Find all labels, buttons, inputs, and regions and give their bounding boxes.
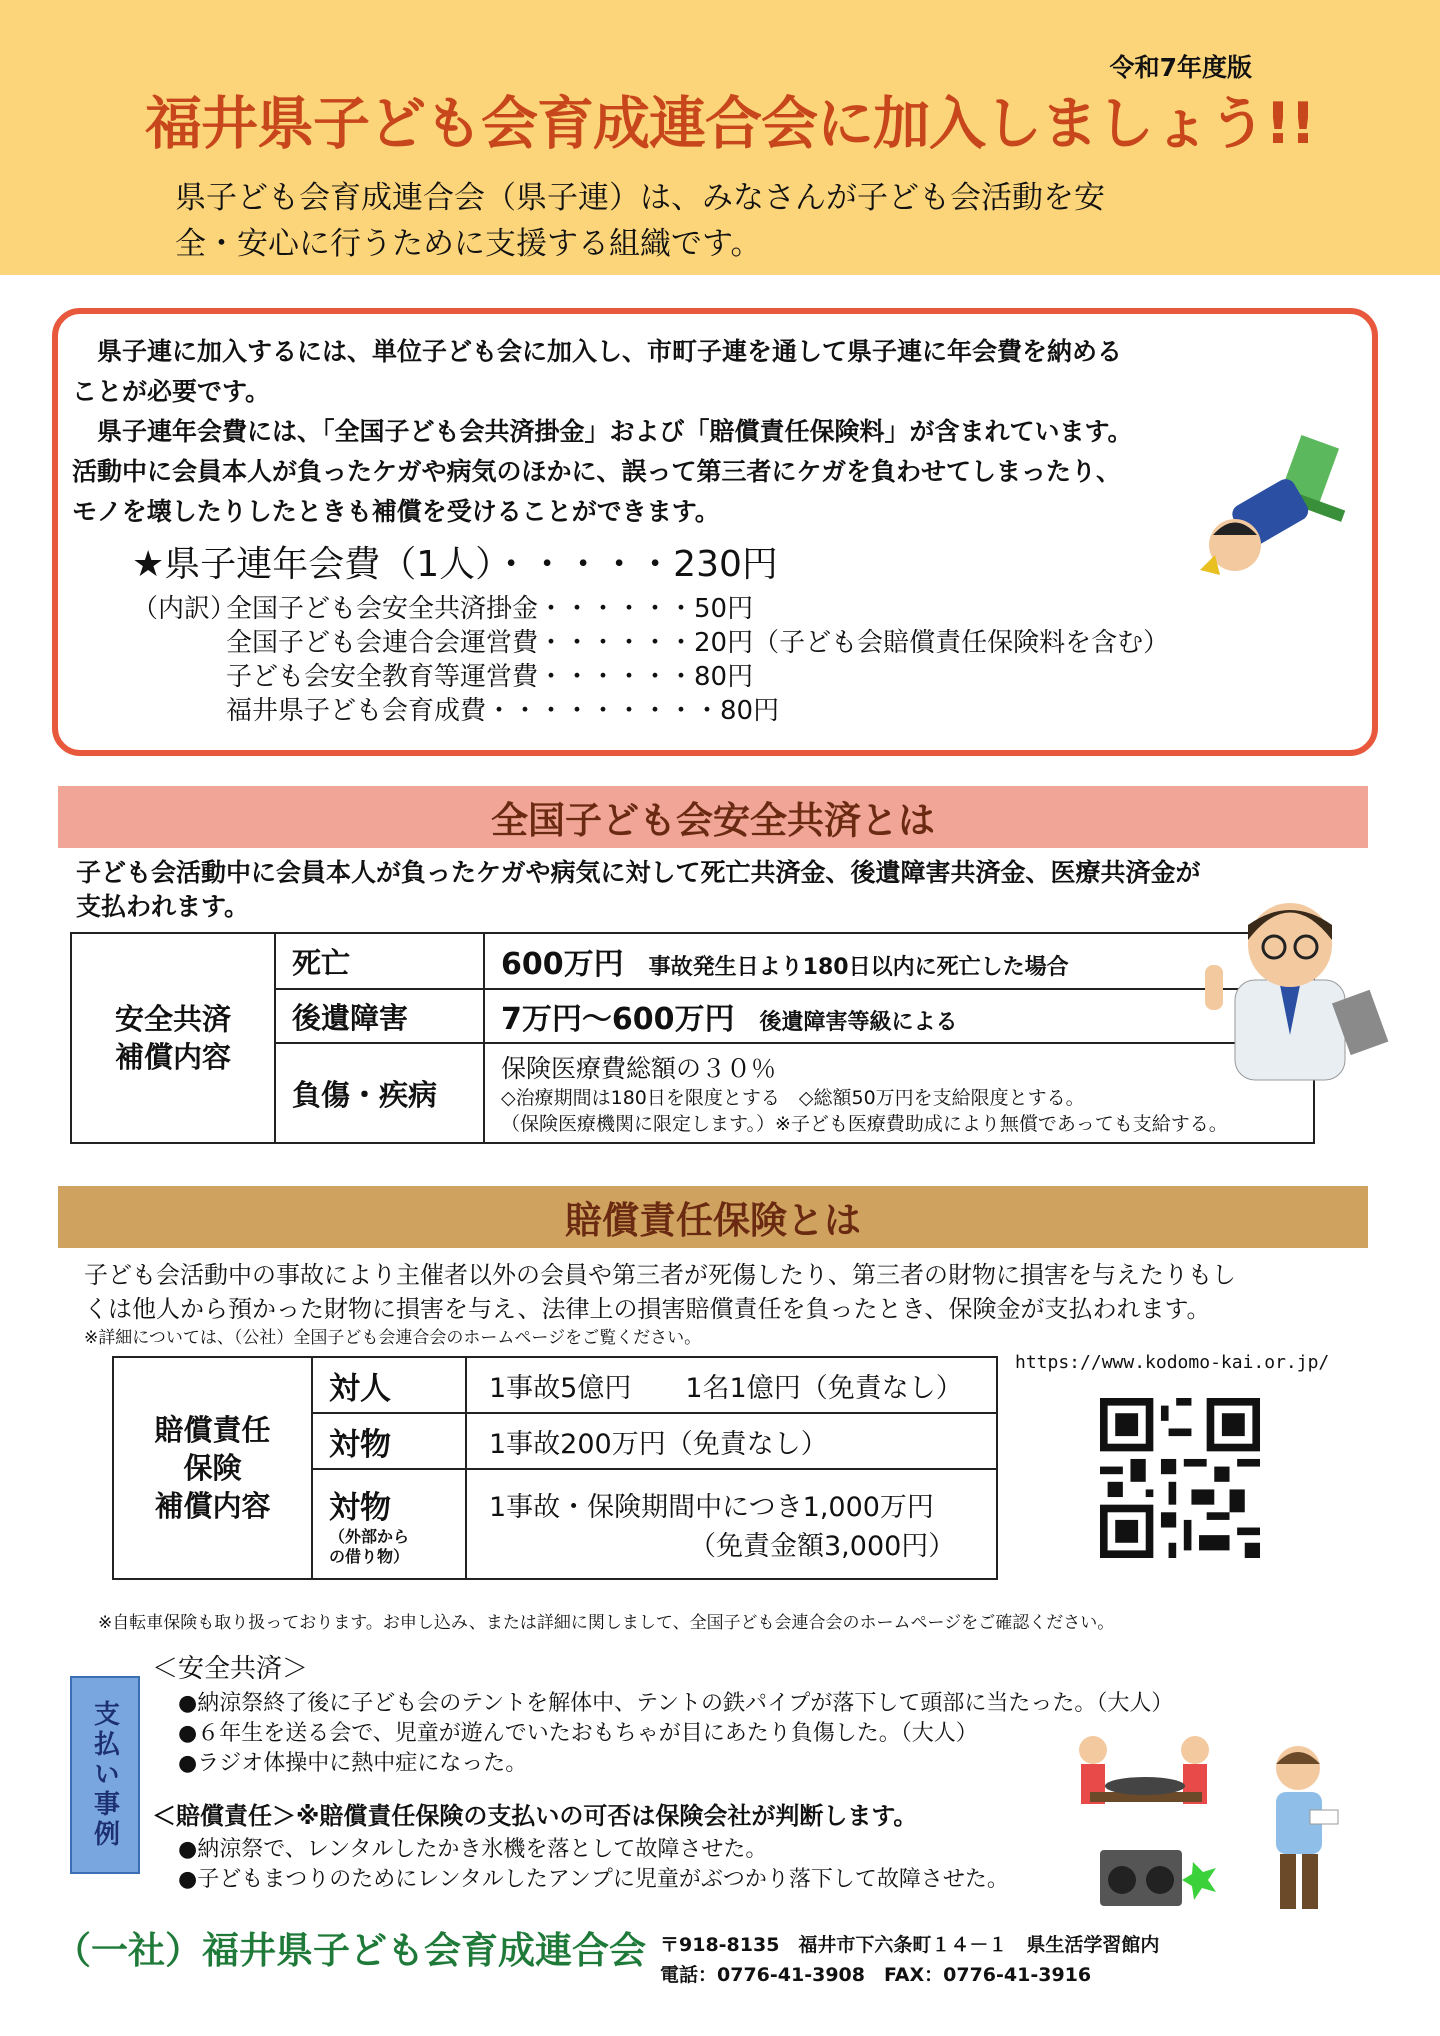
head-line: 補償内容 bbox=[154, 1489, 271, 1523]
example-item: ●６年生を送る会で、児童が遊んでいたおもちゃが目にあたり負傷した。（大人） bbox=[178, 1721, 978, 1746]
detail: 事故発生日より180日以内に死亡した場合 bbox=[648, 955, 1069, 980]
breakdown-label: （内訳） bbox=[132, 594, 237, 624]
row-label-disability: 後遺障害 bbox=[275, 989, 484, 1043]
fee-item: 全国子ども会安全共済掛金・・・・・・50円 bbox=[226, 594, 754, 624]
injured-child-illustration bbox=[1250, 1740, 1350, 1920]
side-tab-label: 支払い事例 bbox=[89, 1700, 120, 1850]
payment-examples-tab bbox=[70, 1676, 140, 1874]
row-label-person: 対人 bbox=[312, 1357, 466, 1413]
sublabel: （外部から bbox=[329, 1526, 410, 1546]
row-value-borrowed bbox=[466, 1469, 997, 1579]
website-url[interactable]: https://www.kodomo-kai.or.jp/ bbox=[1015, 1352, 1330, 1373]
liability-description bbox=[84, 1258, 1236, 1350]
example-item: ●納涼祭終了後に子ども会のテントを解体中、テントの鉄パイプが落下して頭部に当たった。（大人） bbox=[178, 1691, 1174, 1716]
label: 対物 bbox=[329, 1489, 391, 1526]
mutual-table-head bbox=[71, 933, 275, 1143]
join-line: 活動中に会員本人が負ったケガや病気のほかに、誤って第三者にケガを負わせてしまったり、 bbox=[72, 457, 1122, 486]
fee-item: 子ども会安全教育等運営費・・・・・・80円 bbox=[226, 662, 754, 692]
row-label-property: 対物 bbox=[312, 1413, 466, 1469]
join-line: 県子連年会費には、「全国子ども会共済掛金」および「賠償責任保険料」が含まれています。 bbox=[72, 417, 1133, 446]
head-line: 賠償責任 bbox=[154, 1413, 271, 1447]
amount: 600万円 bbox=[501, 947, 624, 982]
head-line: 補償内容 bbox=[114, 1040, 231, 1074]
amplifier-illustration bbox=[1098, 1842, 1218, 1912]
example-item: ●納涼祭で、レンタルしたかき氷機を落として故障させた。 bbox=[178, 1837, 768, 1862]
qr-code-icon[interactable] bbox=[1100, 1398, 1260, 1558]
example-item: ●子どもまつりのためにレンタルしたアンプに児童がぶつかり落下して故障させた。 bbox=[178, 1867, 1009, 1892]
organization-address: 〒918-8135 福井市下六条町１４－１ 県生活学習館内 bbox=[660, 1934, 1160, 1956]
bicycle-insurance-note: ※自転車保険も取り扱っております。お申し込み、または詳細に関しまして、全国子ども会連合会のホームページをご確認ください。 bbox=[98, 1613, 1115, 1633]
edition-label: 令和7年度版 bbox=[1109, 53, 1252, 82]
page-title: 福井県子ども会育成連合会に加入しましょう!! bbox=[145, 91, 1315, 157]
mutual-aid-table bbox=[70, 932, 1315, 1144]
desc-line: くは他人から預かった財物に損害を与え、法律上の損害賠償責任を負ったとき、保険金が支払われます。 bbox=[84, 1295, 1211, 1323]
head-line: 保険 bbox=[183, 1451, 242, 1485]
stretcher-illustration bbox=[1065, 1730, 1225, 1840]
mutual-examples-heading: ＜安全共済＞ bbox=[152, 1654, 309, 1684]
row-label-death: 死亡 bbox=[275, 933, 484, 989]
amount: 7万円～600万円 bbox=[501, 1002, 735, 1037]
annual-fee-total: ★県子連年会費（1人）・・・・・230円 bbox=[132, 544, 778, 585]
join-line: ことが必要です。 bbox=[72, 377, 271, 406]
mutual-aid-heading: 全国子ども会安全共済とは bbox=[58, 786, 1368, 848]
amount: 保険医療費総額の３０％ bbox=[501, 1054, 777, 1083]
mutual-aid-description bbox=[76, 856, 1201, 924]
intro-line: 県子ども会育成連合会（県子連）は、みなさんが子ども会活動を安 bbox=[175, 180, 1105, 216]
row-value-person: 1事故5億円 1名1億円（免責なし） bbox=[466, 1357, 997, 1413]
sublabel: の借り物） bbox=[329, 1546, 410, 1566]
organization-name: （一社）福井県子ども会育成連合会 bbox=[54, 1929, 646, 1972]
teacher-illustration bbox=[1190, 885, 1390, 1085]
desc-line: 子ども会活動中に会員本人が負ったケガや病気に対して死亡共済金、後遺障害共済金、医療共済金が bbox=[76, 858, 1201, 887]
head-line: 安全共済 bbox=[114, 1002, 231, 1036]
value-line: 1事故・保険期間中につき1,000万円 bbox=[489, 1492, 934, 1523]
detail: 後遺障害等級による bbox=[759, 1010, 958, 1035]
falling-child-illustration bbox=[1195, 430, 1365, 590]
organization-phone: 電話：0776-41-3908 FAX：0776-41-3916 bbox=[660, 1964, 1092, 1986]
intro-text bbox=[175, 175, 1225, 267]
join-text bbox=[72, 332, 1312, 532]
example-item: ●ラジオ体操中に熱中症になった。 bbox=[178, 1751, 528, 1776]
value-line: （免責金額3,000円） bbox=[689, 1531, 956, 1562]
desc-line: 子ども会活動中の事故により主催者以外の会員や第三者が死傷したり、第三者の財物に損害を与えたりもし bbox=[84, 1261, 1236, 1289]
intro-line: 全・安心に行うために支援する組織です。 bbox=[175, 226, 762, 262]
liability-table-head bbox=[113, 1357, 312, 1579]
row-label-borrowed bbox=[312, 1469, 466, 1579]
note: ◇治療期間は180日を限度とする ◇総額50万円を支給限度とする。 bbox=[501, 1087, 1085, 1109]
liability-examples-heading: ＜賠償責任＞※賠償責任保険の支払いの可否は保険会社が判断します。 bbox=[152, 1802, 918, 1830]
fee-item: 全国子ども会連合会運営費・・・・・・20円（子ども会賠償責任保険料を含む） bbox=[226, 628, 1170, 658]
join-line: モノを壊したりしたときも補償を受けることができます。 bbox=[72, 497, 720, 526]
desc-line: 支払われます。 bbox=[76, 892, 250, 921]
row-label-injury: 負傷・疾病 bbox=[275, 1043, 484, 1143]
note: （保険医療機関に限定します。）※子ども医療費助成により無償であっても支給する。 bbox=[501, 1113, 1228, 1135]
fee-item: 福井県子ども会育成費・・・・・・・・・80円 bbox=[226, 696, 780, 726]
liability-table bbox=[112, 1356, 998, 1580]
liability-heading: 賠償責任保険とは bbox=[58, 1186, 1368, 1248]
row-value-property: 1事故200万円（免責なし） bbox=[466, 1413, 997, 1469]
desc-note: ※詳細については、（公社）全国子ども会連合会のホームページをご覧ください。 bbox=[84, 1328, 702, 1348]
join-line: 県子連に加入するには、単位子ども会に加入し、市町子連を通して県子連に年会費を納める bbox=[72, 337, 1123, 366]
